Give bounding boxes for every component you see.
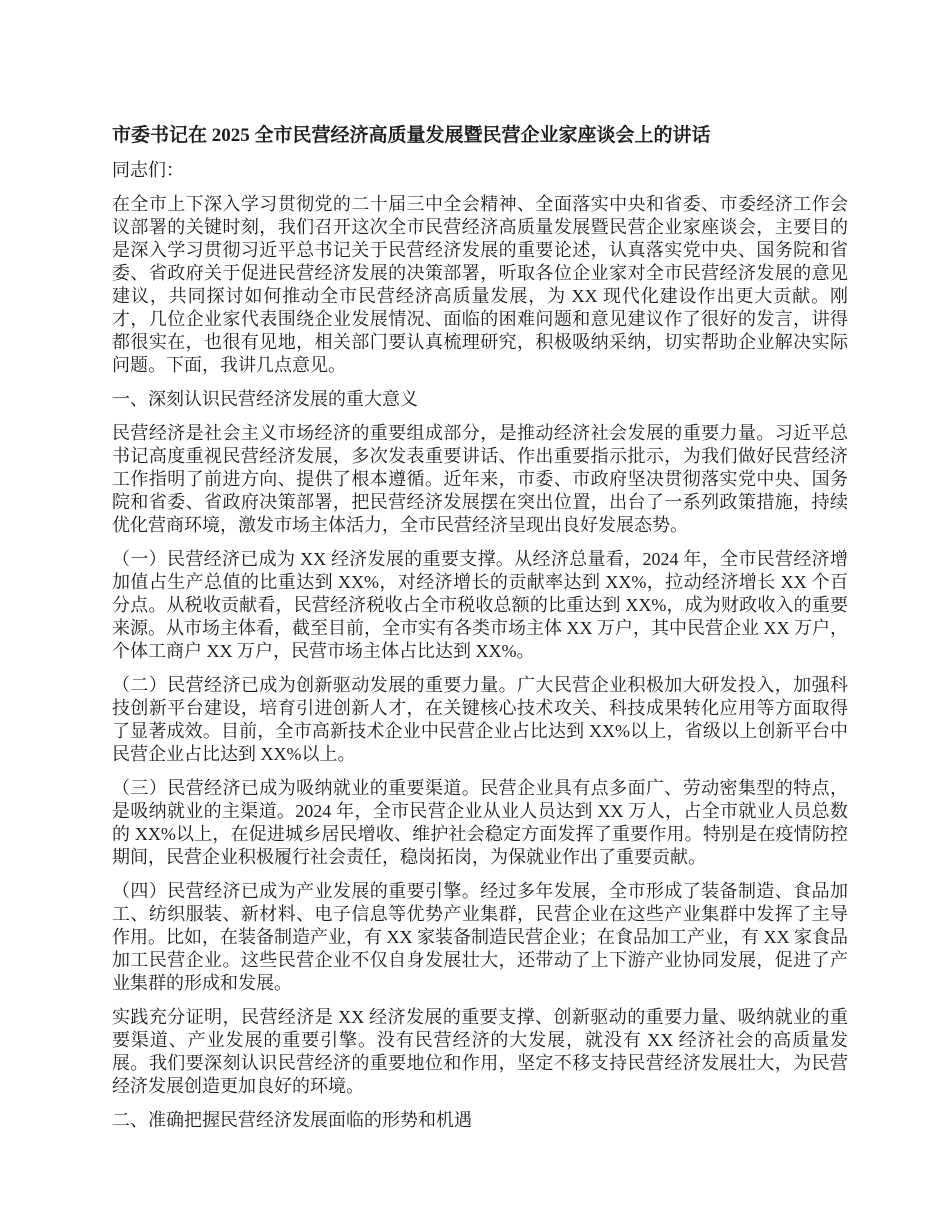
paragraph-section1-overview: 民营经济是社会主义市场经济的重要组成部分，是推动经济社会发展的重要力量。习近平总书记高度重视民营经济发展，多次发表重要讲话、作出重要指示批示，为我们做好民营经济工作指明了前进方向、提供了根本遵循。近年来，市委、市政府坚决贯彻落实党中央、国务院和省委、省政府决策部署，把民营经济发展摆在突出位置，出台了一系列政策措施，持续优化营商环境，激发市场主体活力，全市民营经济呈现出良好发展态势。 [112, 423, 848, 535]
section-heading-2: 二、准确把握民营经济发展面临的形势和机遇 [112, 1110, 472, 1130]
paragraph-point-3: （三）民营经济已成为吸纳就业的重要渠道。民营企业具有点多面广、劳动密集型的特点，是吸纳就业的主渠道。2024 年，全市民营企业从业人员达到 XX 万人，占全市就业人员总数的 XX%以上，在促进城乡居民增收、维护社会稳定方面发挥了重要作用。特别是在疫情防控期间，民营企业积极履行社会责任，稳岗拓岗，为保就业作出了重要贡献。 [112, 778, 848, 867]
paragraph-point-1: （一）民营经济已成为 XX 经济发展的重要支撑。从经济总量看，2024 年，全市民营经济增加值占生产总值的比重达到 XX%，对经济增长的贡献率达到 XX%，拉动经济增长 XX 个百分点。从税收贡献看，民营经济税收占全市税收总额的比重达到 XX%，成为财政收入的重要来源。从市场主体看，截至目前，全市实有各类市场主体 XX 万户，其中民营企业 XX 万户，个体工商户 XX 万户，民营市场主体占比达到 XX%。 [112, 549, 848, 661]
document-title: 市委书记在 2025 全市民营经济高质量发展暨民营企业家座谈会上的讲话 [112, 125, 711, 146]
paragraph-point-2: （二）民营经济已成为创新驱动发展的重要力量。广大民营企业积极加大研发投入，加强科技创新平台建设，培育引进创新人才，在关键核心技术攻关、科技成果转化应用等方面取得了显著成效。目前，全市高新技术企业中民营企业占比达到 XX%以上，省级以上创新平台中民营企业占比达到 XX%以上。 [112, 675, 848, 764]
paragraph-conclusion: 实践充分证明，民营经济是 XX 经济发展的重要支撑、创新驱动的重要力量、吸纳就业的重要渠道、产业发展的重要引擎。没有民营经济的大发展，就没有 XX 经济社会的高质量发展。我们要深刻认识民营经济的重要地位和作用，坚定不移支持民营经济发展壮大，为民营经济发展创造更加良好的环境。 [112, 1007, 848, 1096]
paragraph-intro: 在全市上下深入学习贯彻党的二十届三中全会精神、全面落实中央和省委、市委经济工作会议部署的关键时刻，我们召开这次全市民营经济高质量发展暨民营企业家座谈会，主要目的是深入学习贯彻习近平总书记关于民营经济发展的重要论述，认真落实党中央、国务院和省委、省政府关于促进民营经济发展的决策部署，听取各位企业家对全市民营经济发展的意见建议，共同探讨如何推动全市民营经济高质量发展，为 XX 现代化建设作出更大贡献。刚才，几位企业家代表围绕企业发展情况、面临的困难问题和意见建议作了很好的发言，讲得都很实在，也很有见地，相关部门要认真梳理研究，积极吸纳采纳，切实帮助企业解决实际问题。下面，我讲几点意见。 [112, 194, 848, 375]
salutation: 同志们： [112, 160, 184, 180]
section-heading-1: 一、深刻认识民营经济发展的重大意义 [112, 389, 418, 409]
paragraph-point-4: （四）民营经济已成为产业发展的重要引擎。经过多年发展，全市形成了装备制造、食品加工、纺织服装、新材料、电子信息等优势产业集群，民营企业在这些产业集群中发挥了主导作用。比如，在装备制造产业，有 XX 家装备制造民营企业；在食品加工产业，有 XX 家食品加工民营企业。这些民营企业不仅自身发展壮大，还带动了上下游产业协同发展，促进了产业集群的形成和发展。 [112, 881, 848, 993]
document-page [112, 124, 848, 1143]
